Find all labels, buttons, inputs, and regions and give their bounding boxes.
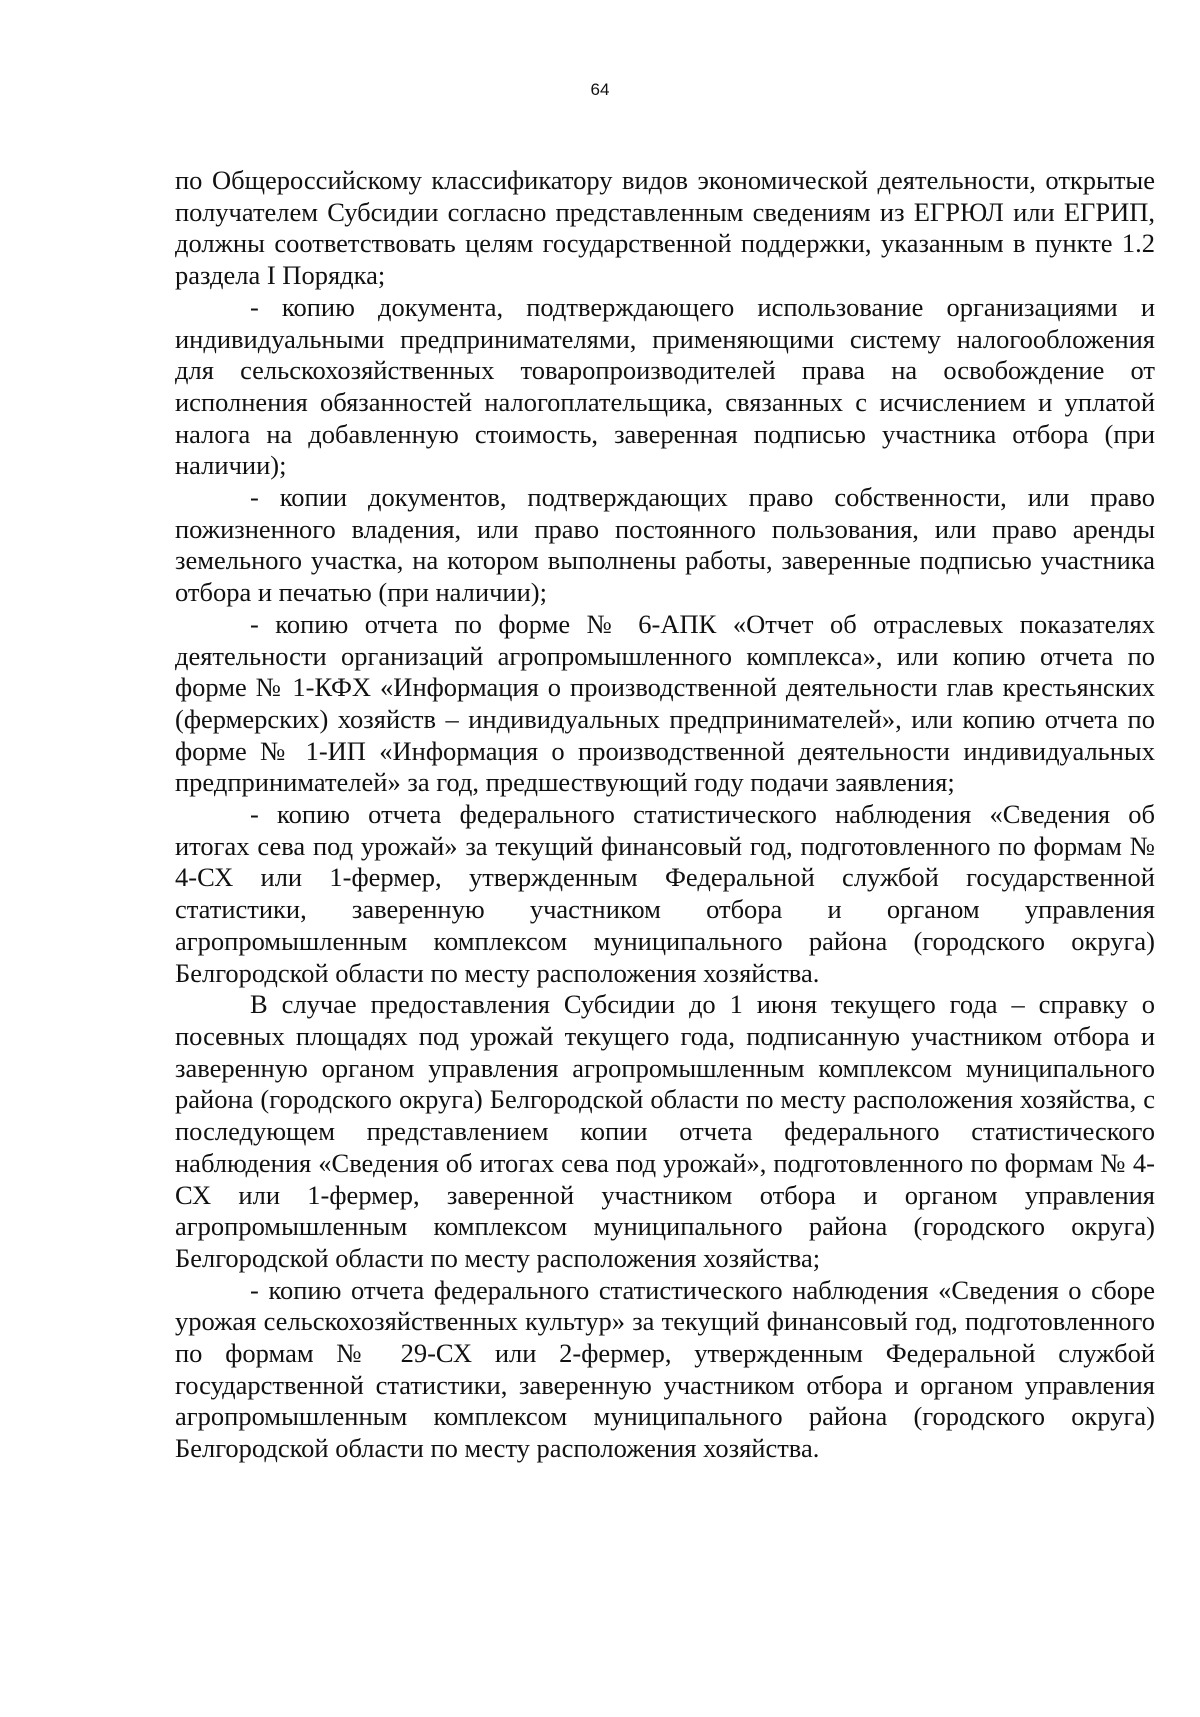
paragraph-report-forms: - копию отчета по форме № 6-АПК «Отчет об отраслевых показателях деятельности организаций агропромышленного комплекса», или копию отчета по форме № 1-КФХ «Информация о производственной деятельности глав крестьянских (фермерских) хозяйств – индивидуальных предпринимателей», или копию отчета по форме № 1-ИП «Информация о производственной деятельности индивидуальных предпринимателей» за год, предшествующий году подачи заявления;	[175, 608, 1155, 798]
paragraph-vat-exemption-document: - копию документа, подтверждающего использование организациями и индивидуальными предпринимателями, применяющими систему налогообложения для сельскохозяйственных товаропроизводителей права на освобождение от исполнения обязанностей налогоплательщика, связанных с исчислением и уплатой налога на добавленную стоимость, заверенная подписью участника отбора (при наличии);	[175, 291, 1155, 481]
page-number: 64	[590, 80, 610, 99]
paragraph-sown-area-certificate: В случае предоставления Субсидии до 1 июня текущего года – справку о посевных площадях под урожай текущего года, подписанную участником отбора и заверенную органом управления агропромышленным комплексом муниципального района (городского округа) Белгородской области по месту расположения хозяйства, с последующем представлением копии отчета федерального статистического наблюдения «Сведения об итогах сева под урожай», подготовленного по формам № 4-СХ или 1-фермер, заверенной участником отбора и органом управления агропромышленным комплексом муниципального района (городского округа) Белгородской области по месту расположения хозяйства;	[175, 989, 1155, 1273]
paragraph-okved-continuation: по Общероссийскому классификатору видов экономической деятельности, открытые получателем Субсидии согласно представленным сведениям из ЕГРЮЛ или ЕГРИП, должны соответствовать целям государственной поддержки, указанным в пункте 1.2 раздела I Порядка;	[175, 165, 1155, 291]
paragraph-harvest-report: - копию отчета федерального статистического наблюдения «Сведения о сборе урожая сельскохозяйственных культур» за текущий финансовый год, подготовленного по формам № 29-СХ или 2-фермер, утвержденным Федеральной службой государственной статистики, заверенную участником отбора и органом управления агропромышленным комплексом муниципального района (городского округа) Белгородской области по месту расположения хозяйства.	[175, 1274, 1155, 1464]
paragraph-sowing-report: - копию отчета федерального статистического наблюдения «Сведения об итогах сева под урожай» за текущий финансовый год, подготовленного по формам № 4-СХ или 1-фермер, утвержденным Федеральной службой государственной статистики, заверенную участником отбора и органом управления агропромышленным комплексом муниципального района (городского округа) Белгородской области по месту расположения хозяйства.	[175, 799, 1155, 988]
paragraph-land-rights-documents: - копии документов, подтверждающих право собственности, или право пожизненного владения, или право постоянного пользования, или право аренды земельного участка, на котором выполнены работы, заверенные подписью участника отбора и печатью (при наличии);	[175, 482, 1155, 608]
document-body	[175, 165, 1155, 1465]
